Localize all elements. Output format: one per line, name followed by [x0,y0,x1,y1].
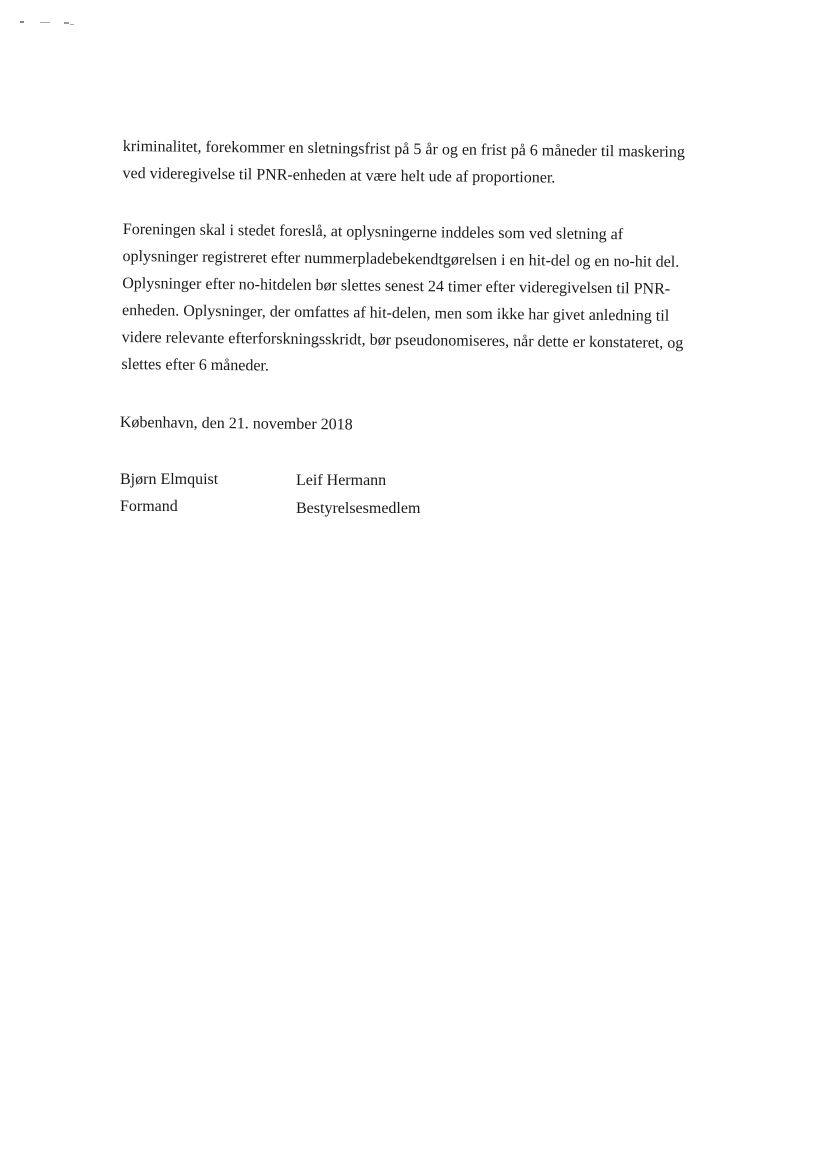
text-line: Oplysninger efter no-hitdelen bør slettes senest 24 timer efter videregivelsen til PNR- [122,274,671,298]
text-line: oplysninger registreret efter nummerpladebekendtgørelsen i en hit-del og en no-hit del. [122,247,680,271]
signatory-name: Leif Hermann [296,472,387,489]
paragraph-proportionality [122,133,713,193]
paragraph-proposal [121,216,713,384]
text-line: kriminalitet, forekommer en sletningsfrist på 5 år og en frist på 6 måneder til maskering [122,137,685,161]
text-line: enheden. Oplysninger, der omfattes af hit-delen, men som ikke har givet anledning til [121,301,670,325]
dateline: København, den 21. november 2018 [119,413,353,434]
text-line: slettes efter 6 måneder. [121,355,270,375]
text-line: videre relevante efterforskningsskridt, bør pseudonomiseres, når dette er konstateret, og [121,328,684,352]
signatory-title: Formand [120,498,178,515]
signatory-title: Bestyrelsesmedlem [296,500,421,517]
signatory-name: Bjørn Elmquist [120,471,219,488]
scan-artifact [18,16,88,32]
text-line: ved videregivelse til PNR-enheden at være helt ude af proportioner. [122,164,556,187]
text-line: Foreningen skal i stedet foreslå, at oplysningerne inddeles som ved sletning af [122,220,624,244]
